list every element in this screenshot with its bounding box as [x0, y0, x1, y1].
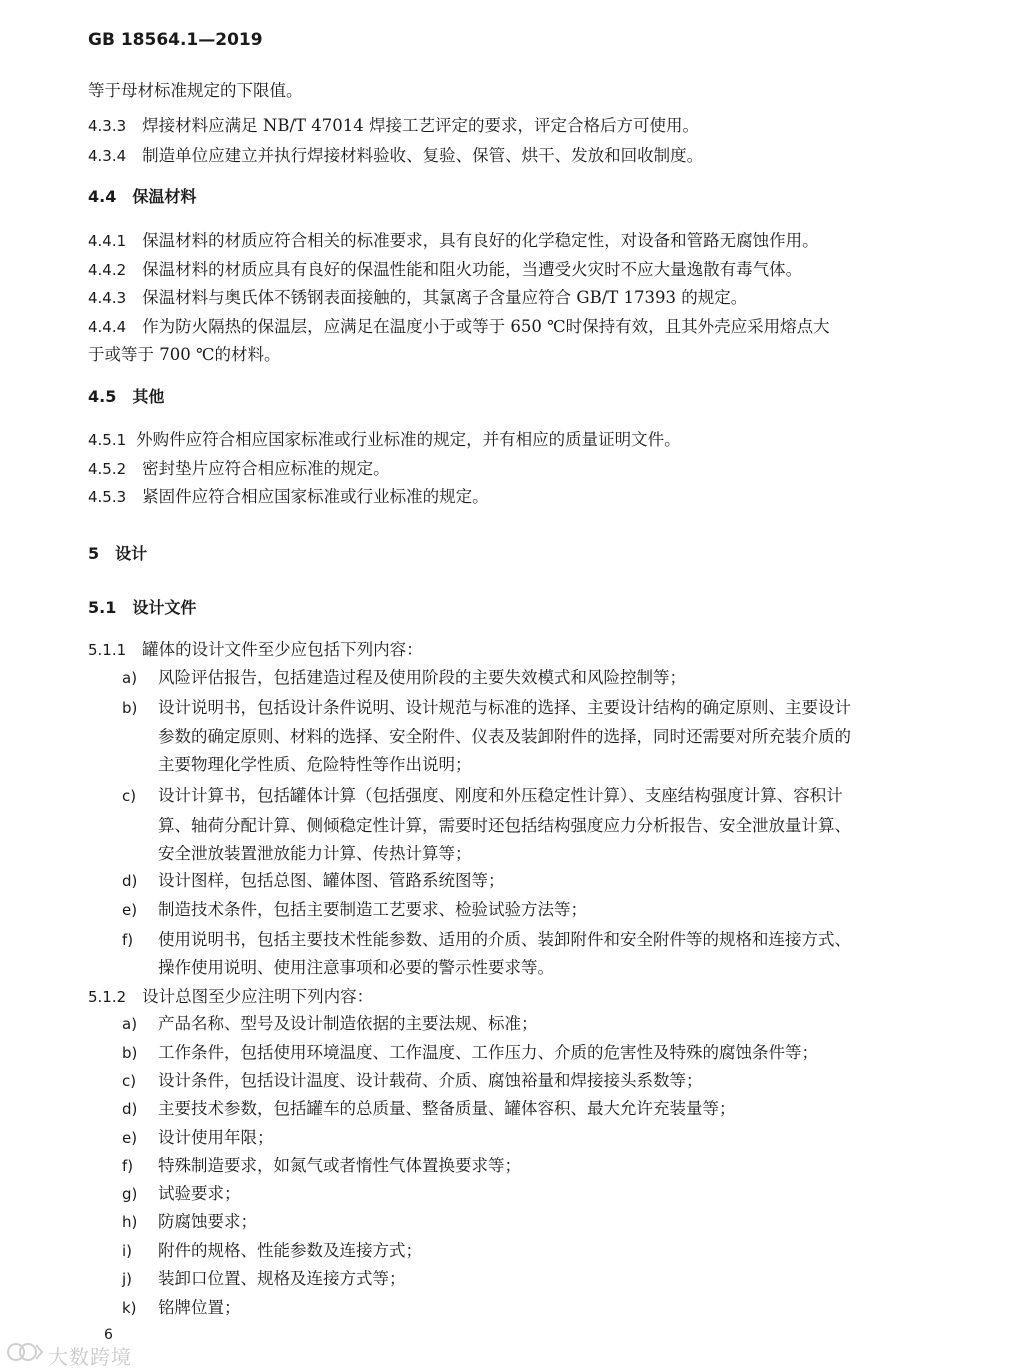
list-item: b) 设计说明书，包括设计条件说明、设计规范与标准的选择、主要设计结构的确定原则、主要设计 — [122, 698, 851, 717]
clause-4-5-3: 4.5.3 紧固件应符合相应国家标准或行业标准的规定。 — [88, 487, 489, 506]
list-item: c) 设计计算书，包括罐体计算（包括强度、刚度和外压稳定性计算）、支座结构强度计算、容积计 — [122, 786, 843, 805]
watermark-text: 大数跨境 — [48, 1345, 132, 1369]
list-item-continuation: 算、轴荷分配计算、侧倾稳定性计算，需要时还包括结构强度应力分析报告、安全泄放量计算、 — [158, 816, 851, 835]
watermark-logo-icon — [6, 1339, 44, 1365]
list-item: b) 工作条件，包括使用环境温度、工作温度、工作压力、介质的危害性及特殊的腐蚀条件等； — [122, 1043, 818, 1062]
list-item: j) 装卸口位置、规格及连接方式等； — [122, 1269, 406, 1288]
list-item: a) 产品名称、型号及设计制造依据的主要法规、标准； — [122, 1014, 538, 1033]
document-header: GB 18564.1—2019 — [88, 30, 263, 50]
list-item: d) 设计图样，包括总图、罐体图、管路系统图等； — [122, 871, 505, 890]
section-heading-4-5: 4.5 其他 — [88, 387, 165, 406]
list-item: h) 防腐蚀要求； — [122, 1212, 257, 1231]
section-heading-4-4: 4.4 保温材料 — [88, 187, 197, 206]
list-item-continuation: 操作使用说明、使用注意事项和必要的警示性要求等。 — [158, 958, 554, 977]
list-item-continuation: 主要物理化学性质、危险特性等作出说明； — [158, 755, 472, 774]
list-item: k) 铭牌位置； — [122, 1298, 241, 1317]
clause-4-4-4: 4.4.4 作为防火隔热的保温层，应满足在温度小于或等于 650 ℃时保持有效，且其外壳应采用熔点大 — [88, 317, 830, 336]
clause-5-1-2: 5.1.2 设计总图至少应注明下列内容： — [88, 987, 374, 1006]
clause-4-4-1: 4.4.1 保温材料的材质应符合相关的标准要求，具有良好的化学稳定性，对设备和管路无腐蚀作用。 — [88, 231, 819, 250]
paragraph-line: 等于母材标准规定的下限值。 — [88, 81, 303, 100]
clause-4-5-1: 4.5.1 外购件应符合相应国家标准或行业标准的规定，并有相应的质量证明文件。 — [88, 430, 681, 449]
page-number: 6 — [104, 1327, 113, 1343]
list-item: i) 附件的规格、性能参数及连接方式； — [122, 1241, 422, 1260]
clause-4-5-2: 4.5.2 密封垫片应符合相应标准的规定。 — [88, 459, 390, 478]
chapter-heading-5: 5 设计 — [88, 544, 148, 563]
section-heading-5-1: 5.1 设计文件 — [88, 598, 197, 617]
list-item: c) 设计条件，包括设计温度、设计载荷、介质、腐蚀裕量和焊接接头系数等； — [122, 1071, 703, 1090]
clause-4-4-2: 4.4.2 保温材料的材质应具有良好的保温性能和阻火功能，当遭受火灾时不应大量逸散有毒气体。 — [88, 260, 803, 279]
paragraph-line: 于或等于 700 ℃的材料。 — [88, 345, 281, 364]
list-item: e) 设计使用年限； — [122, 1128, 274, 1147]
list-item: g) 试验要求； — [122, 1184, 241, 1203]
list-item-continuation: 参数的确定原则、材料的选择、安全附件、仪表及装卸附件的选择，同时还需要对所充装介质的 — [158, 727, 851, 746]
list-item-continuation: 安全泄放装置泄放能力计算、传热计算等； — [158, 844, 472, 863]
list-item: f) 特殊制造要求，如氮气或者惰性气体置换要求等； — [122, 1156, 521, 1175]
list-item: a) 风险评估报告，包括建造过程及使用阶段的主要失效模式和风险控制等； — [122, 668, 686, 687]
list-item: d) 主要技术参数，包括罐车的总质量、整备质量、罐体容积、最大允许充装量等； — [122, 1099, 736, 1118]
clause-4-3-4: 4.3.4 制造单位应建立并执行焊接材料验收、复验、保管、烘干、发放和回收制度。 — [88, 146, 704, 165]
clause-5-1-1: 5.1.1 罐体的设计文件至少应包括下列内容： — [88, 640, 423, 659]
list-item: f) 使用说明书，包括主要技术性能参数、适用的介质、装卸附件和安全附件等的规格和连接方式、 — [122, 930, 851, 949]
clause-4-3-3: 4.3.3 焊接材料应满足 NB/T 47014 焊接工艺评定的要求，评定合格后方可使用。 — [88, 116, 700, 135]
list-item: e) 制造技术条件，包括主要制造工艺要求、检验试验方法等； — [122, 900, 587, 919]
watermark — [6, 1337, 146, 1369]
clause-4-4-3: 4.4.3 保温材料与奥氏体不锈钢表面接触的，其氯离子含量应符合 GB/T 17393 的规定。 — [88, 288, 748, 307]
